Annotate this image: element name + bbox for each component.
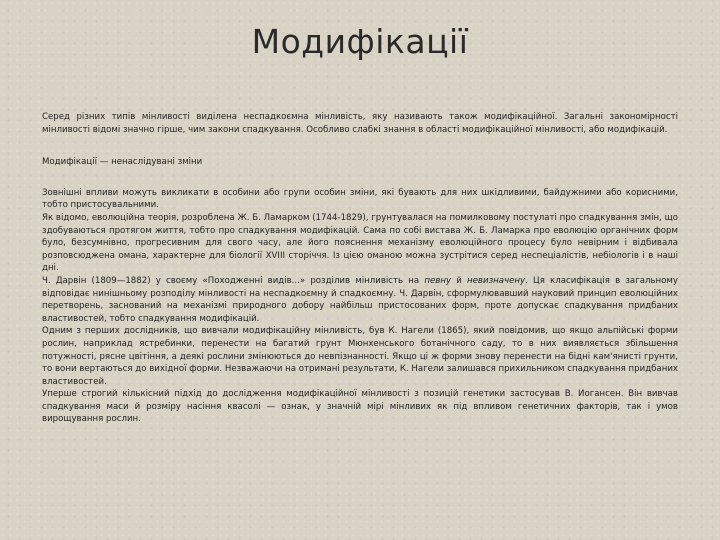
darwin-term-indefinite: невизначену: [467, 275, 526, 286]
paragraph-johannsen: Уперше строгий кількісний підхід до дослідження модифікаційної мінливості з позицій генетики застосував В. Иогансен. Він вивчав спадкування маси й розміру насіння квасолі — ознак, у значній мірі мінливих як під впливом генетичних факторів, так і умов вирощування рослин.: [42, 389, 678, 425]
slide-title: Модифікації: [251, 22, 469, 61]
darwin-text-after: . Ця класифікація в загальному відповідає нинішньому розподілу мінливості на неспадкоємну й спадкоємну. Ч. Дарвін, сформулювавший науковий принцип еволюційних перетворень, заснований на механізмі природного добору найбільш пристосованих форм, проте допускає спадкування придбаних властивостей, тобто спадкування модифікацій.: [42, 275, 678, 324]
darwin-text-mid: й: [451, 275, 468, 286]
paragraph-external-influences: Зовнішні впливи можуть викликати в особини або групи особин зміни, які бувають для них шкідливими, байдужними або корисними, тобто пристосувальними.: [42, 187, 678, 211]
slide-body: [42, 111, 678, 426]
paragraph-lamarck: Як відомо, еволюційна теорія, розроблена Ж. Б. Ламарком (1744-1829), грунтувалася на помилковому постулаті про спадкування змін, що здобуваються протягом життя, тобто про спадкування модифікацій. Сама по собі вистава Ж. Б. Ламарка про еволюцію органічних форм було, безсумнівно, прогресивним для свого часу, але його пояснення механізму еволюційного процесу було невірним і відбивала розповсюджена омана, характерне для біології XVIII сторіччя. Із цією оманою можна зустрітися серед неспеціалістів, небіологів і в наші дні.: [42, 212, 678, 274]
spacer: [42, 169, 678, 187]
paragraph-darwin: [42, 275, 678, 325]
definition-line: Модифікації — ненаслідувані зміни: [42, 157, 203, 168]
paragraph-nageli: Одним з перших дослідників, що вивчали модифікаційну мінливість, був К. Нагели (1865), який повідомив, що якщо альпійські форми рослин, наприклад ястребинки, перенести на багатий грунт Мюнхенського ботанічного саду, то в них виявляється збільшення потужності, рясне цвітіння, а деякі рослини змінюються до невпізнанності. Якщо ці ж форми знову перенести на бідні кам'янисті грунти, то вони вертаються до вихідної форми. Незважаючи на отримані результати, К. Нагели залишався прихильником спадкування придбаних властивостей.: [42, 326, 678, 387]
darwin-text-before: Ч. Дарвін (1809—1882) у своєму «Походженні видів...» розділив мінливість на: [42, 275, 425, 286]
spacer: [42, 136, 678, 156]
intro-paragraph: Серед різних типів мінливості виділена неспадкоємна мінливість, яку називають також модифікаційної. Загальні закономірності мінливості відомі значно гірше, чим закони спадкування. Особливо слабкі знання в області модифікаційної мінливості, або модифікацій.: [42, 112, 678, 135]
darwin-term-definite: певну: [424, 275, 452, 286]
